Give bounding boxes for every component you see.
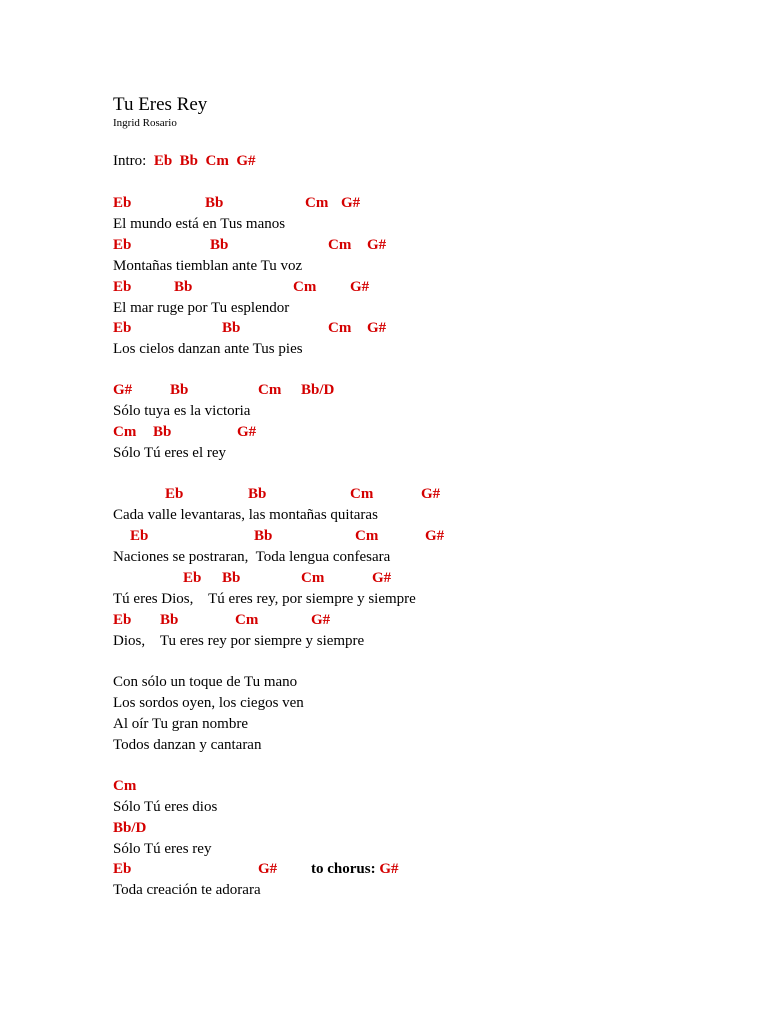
chord: G# — [237, 424, 257, 440]
lyric-line: Montañas tiemblan ante Tu voz — [113, 258, 303, 274]
chord: G# — [367, 237, 387, 253]
chord: Eb — [113, 237, 132, 253]
lyric-line: Cada valle levantaras, las montañas quitaras — [113, 507, 378, 523]
chord: Cm — [258, 382, 282, 398]
chord: G# — [350, 279, 370, 295]
chord: Bb — [210, 237, 229, 253]
lyric-line: Sólo tuya es la victoria — [113, 403, 251, 419]
chord: Cm — [113, 778, 137, 794]
chord: G# — [113, 382, 133, 398]
chord: G# — [372, 570, 392, 586]
lyric-line: Toda creación te adorara — [113, 882, 261, 898]
chord: G# — [258, 861, 278, 877]
lyric-line: Los sordos oyen, los ciegos ven — [113, 695, 304, 711]
lyric-line: Sólo Tú eres rey — [113, 841, 212, 857]
song-author: Ingrid Rosario — [113, 117, 177, 129]
lyric-line: El mar ruge por Tu esplendor — [113, 300, 290, 316]
chord: G# — [367, 320, 387, 336]
lyric-line: Los cielos danzan ante Tus pies — [113, 341, 303, 357]
chord: Eb — [130, 528, 149, 544]
chord: G# — [341, 195, 361, 211]
chord: Eb — [113, 320, 132, 336]
lyric-line: Naciones se postraran, Toda lengua confesara — [113, 549, 391, 565]
song-title: Tu Eres Rey — [113, 94, 208, 115]
chord: Cm — [355, 528, 379, 544]
chord: Bb — [160, 612, 179, 628]
chord: Eb — [113, 612, 132, 628]
chord: Eb — [113, 195, 132, 211]
chord: G# — [311, 612, 331, 628]
chord: G# — [425, 528, 445, 544]
chord: Cm — [328, 237, 352, 253]
chord: Cm — [328, 320, 352, 336]
chord: Cm — [350, 486, 374, 502]
chord: Bb — [153, 424, 172, 440]
chord: G# — [421, 486, 441, 502]
lyric-line: Con sólo un toque de Tu mano — [113, 674, 298, 690]
chord: Cm — [235, 612, 259, 628]
chord: Bb — [170, 382, 189, 398]
chord: Bb — [248, 486, 267, 502]
chord: Cm — [305, 195, 329, 211]
chord: Eb — [113, 861, 132, 877]
intro-line — [113, 151, 256, 171]
chord: Bb — [254, 528, 273, 544]
to-chorus-note — [311, 859, 399, 879]
chord: G# — [379, 861, 399, 877]
lyric-line: Tú eres Dios, Tú eres rey, por siempre y siempre — [113, 591, 416, 607]
chord: Eb — [183, 570, 202, 586]
lyric-line: Dios, Tu eres rey por siempre y siempre — [113, 633, 365, 649]
lyric-line: Al oír Tu gran nombre — [113, 716, 248, 732]
chord: Eb — [113, 279, 132, 295]
to-chorus-label: to chorus: — [311, 861, 376, 877]
lyric-line: El mundo está en Tus manos — [113, 216, 286, 232]
lyric-line: Sólo Tú eres dios — [113, 799, 218, 815]
chord: Cm — [113, 424, 137, 440]
chord: Cm — [293, 279, 317, 295]
chord: Cm — [301, 570, 325, 586]
lyric-line: Sólo Tú eres el rey — [113, 445, 227, 461]
intro-label: Intro: — [113, 153, 147, 169]
chord: Bb/D — [301, 382, 335, 398]
chord: Bb — [222, 570, 241, 586]
chord: Bb — [174, 279, 193, 295]
chord: Bb/D — [113, 820, 147, 836]
chord: Bb — [205, 195, 224, 211]
chord: Eb — [165, 486, 184, 502]
intro-chords: Eb Bb Cm G# — [153, 153, 256, 169]
chord: Bb — [222, 320, 241, 336]
lyric-line: Todos danzan y cantaran — [113, 737, 262, 753]
